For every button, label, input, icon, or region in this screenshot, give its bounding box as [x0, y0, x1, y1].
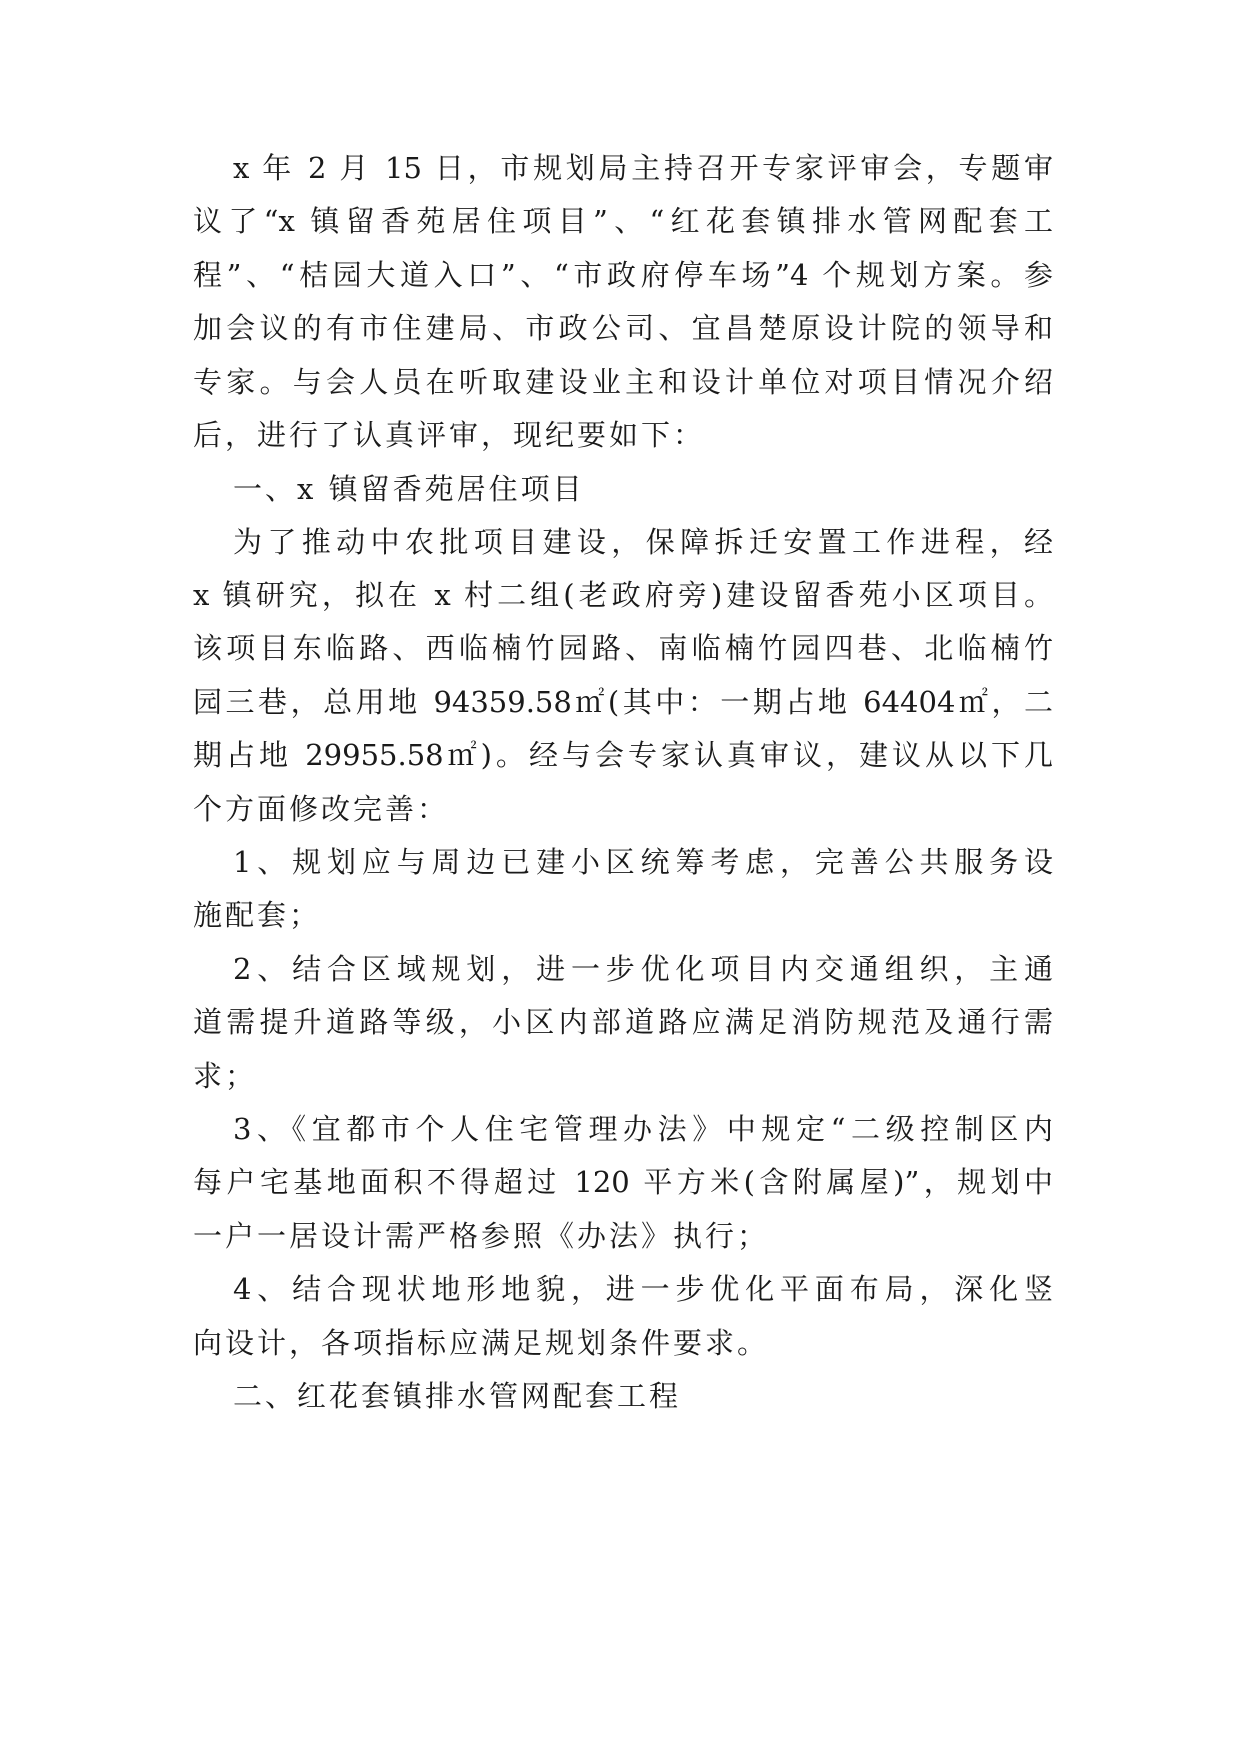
text-line-13: 个方面修改完善： — [193, 792, 450, 826]
text-line-22: 4、结合现状地形地貌，进一步优化平面布局，深化竖 — [233, 1272, 1053, 1306]
text-line-15: 施配套； — [193, 898, 322, 932]
text-line-9: x 镇研究，拟在 x 村二组(老政府旁)建设留香苑小区项目。 — [193, 578, 1053, 612]
text-line-20: 每户宅基地面积不得超过 120 平方米(含附属屋)”，规划中 — [193, 1165, 1053, 1199]
text-line-8: 为了推动中农批项目建设，保障拆迁安置工作进程，经 — [233, 525, 1053, 559]
section-heading-2: 二、红花套镇排水管网配套工程 — [233, 1379, 682, 1413]
text-line-5: 专家。与会人员在听取建设业主和设计单位对项目情况介绍 — [193, 365, 1053, 399]
text-line-16: 2、结合区域规划，进一步优化项目内交通组织，主通 — [233, 952, 1053, 986]
text-line-4: 加会议的有市住建局、市政公司、宜昌楚原设计院的领导和 — [193, 311, 1053, 345]
text-line-18: 求； — [193, 1059, 258, 1093]
text-line-10: 该项目东临路、西临楠竹园路、南临楠竹园四巷、北临楠竹 — [193, 631, 1053, 665]
text-line-3: 程”、“桔园大道入口”、“市政府停车场”4 个规划方案。参 — [193, 258, 1053, 292]
text-line-17: 道需提升道路等级，小区内部道路应满足消防规范及通行需 — [193, 1005, 1053, 1039]
text-line-19: 3、《宜都市个人住宅管理办法》中规定“二级控制区内 — [233, 1112, 1053, 1146]
text-line-2: 议了“x 镇留香苑居住项目”、“红花套镇排水管网配套工 — [193, 204, 1053, 238]
section-heading-1: 一、x 镇留香苑居住项目 — [233, 472, 585, 506]
text-line-12: 期占地 29955.58㎡)。经与会专家认真审议，建议从以下几 — [193, 738, 1053, 772]
text-line-21: 一户一居设计需严格参照《办法》执行； — [193, 1219, 770, 1253]
text-line-1: x 年 2 月 15 日，市规划局主持召开专家评审会，专题审 — [233, 151, 1053, 185]
text-line-11: 园三巷，总用地 94359.58㎡(其中：一期占地 64404㎡，二 — [193, 685, 1053, 719]
text-line-14: 1、规划应与周边已建小区统筹考虑，完善公共服务设 — [233, 845, 1053, 879]
text-line-23: 向设计，各项指标应满足规划条件要求。 — [193, 1326, 770, 1360]
text-line-6: 后，进行了认真评审，现纪要如下： — [193, 418, 706, 452]
